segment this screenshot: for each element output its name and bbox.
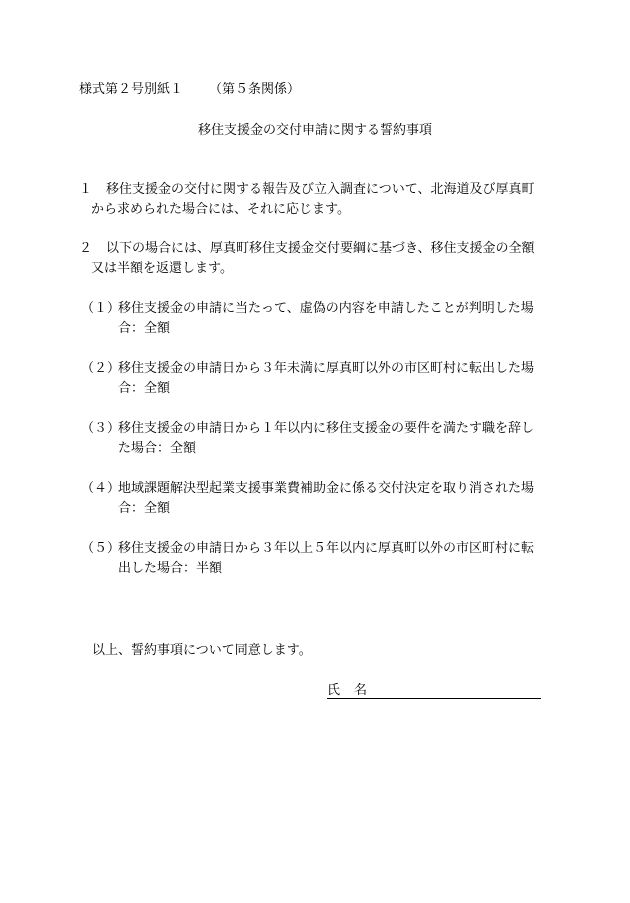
refund-condition-text-line2: た場合：全額	[118, 441, 197, 456]
signature-label-part1: 氏	[327, 683, 341, 698]
agreement-statement: 以上、誓約事項について同意します。	[92, 643, 312, 658]
refund-condition-number: （５）	[81, 541, 121, 556]
form-header	[79, 80, 300, 100]
refund-condition-number: （２）	[81, 361, 121, 376]
refund-condition-text-line1: 移住支援金の申請日から１年以内に移住支援金の要件を満たす職を辞し	[118, 421, 535, 436]
refund-condition-text-line1: 移住支援金の申請に当たって、虚偽の内容を申請したことが判明した場	[118, 301, 534, 316]
pledge-item-text-line2: 又は半額を返還します。	[91, 261, 233, 276]
refund-condition-number: （３）	[81, 421, 121, 436]
refund-condition-number: （４）	[81, 481, 121, 496]
pledge-item-text-line2: から求められた場合には、それに応じます。	[91, 202, 350, 217]
refund-condition-number: （１）	[81, 301, 121, 316]
form-relation: （第５条関係）	[209, 82, 301, 97]
refund-condition-text-line1: 地域課題解決型起業支援事業費補助金に係る交付決定を取り消された場	[118, 481, 535, 496]
pledge-item-text-line1: 以下の場合には、厚真町移住支援金交付要綱に基づき、移住支援金の全額	[106, 241, 535, 256]
refund-condition-text-line2: 合：全額	[118, 321, 171, 336]
pledge-item-text-line1: 移住支援金の交付に関する報告及び立入調査について、北海道及び厚真町	[106, 182, 535, 197]
form-number: 様式第２号別紙１	[79, 82, 184, 97]
refund-condition-text-line1: 移住支援金の申請日から３年未満に厚真町以外の市区町村に転出した場	[118, 361, 535, 376]
signature-line[interactable]	[327, 698, 541, 699]
signature-label-part2: 名	[354, 683, 368, 698]
signature-field[interactable]	[327, 681, 541, 701]
refund-condition-text-line2: 出した場合：半額	[118, 561, 223, 576]
refund-condition-text-line2: 合：全額	[118, 381, 171, 396]
pledge-item-number: １	[79, 182, 93, 197]
refund-condition-text-line1: 移住支援金の申請日から３年以上５年以内に厚真町以外の市区町村に転	[118, 541, 535, 556]
pledge-item-number: ２	[79, 241, 93, 256]
refund-condition-text-line2: 合：全額	[118, 501, 171, 516]
document-title: 移住支援金の交付申請に関する誓約事項	[197, 123, 432, 138]
